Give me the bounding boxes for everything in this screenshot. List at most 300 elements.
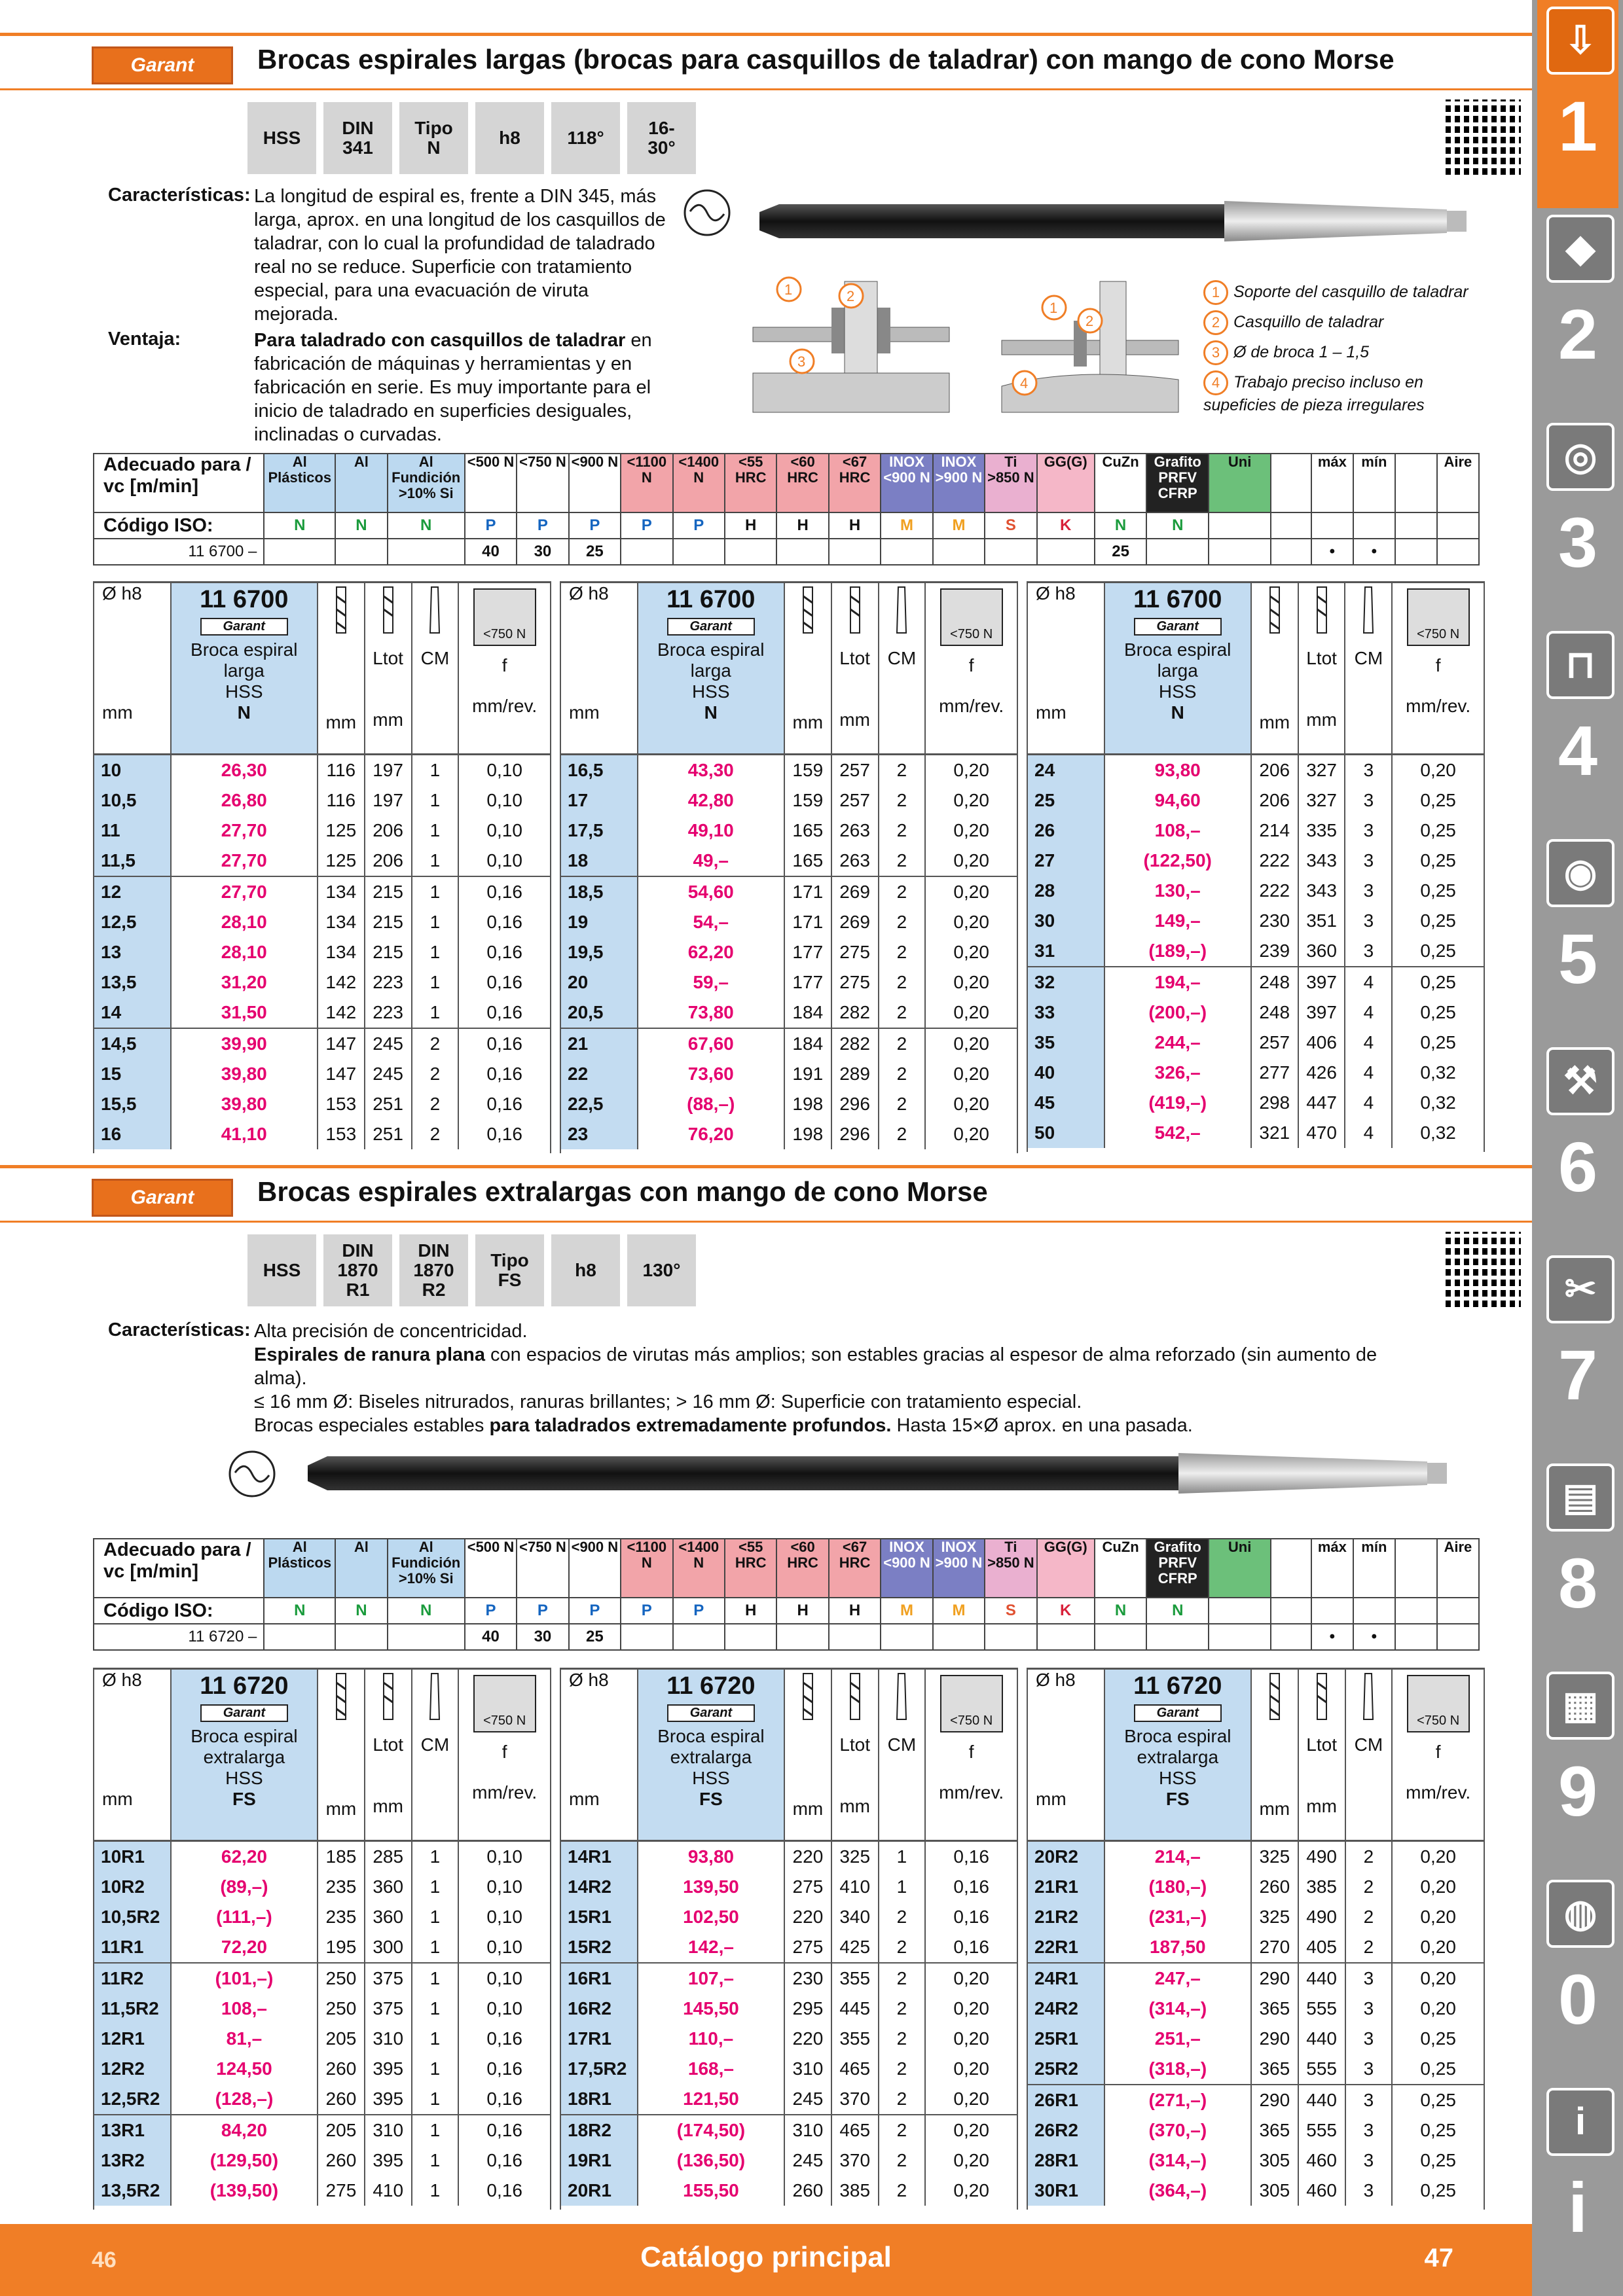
length-cell: 153 — [318, 1119, 365, 1149]
iso-code: P — [673, 512, 725, 539]
price-cell: 187,50 — [1104, 1932, 1251, 1963]
product-table — [93, 581, 551, 1153]
price-cell: (271,–) — [1104, 2085, 1251, 2115]
chapter-number: 4 — [1558, 711, 1598, 790]
total-length-cell: 410 — [831, 1872, 879, 1902]
cm-cell: 4 — [1345, 1118, 1392, 1148]
material-col-3: <500 N — [465, 454, 517, 512]
diameter-cell: 25R1 — [1027, 2024, 1104, 2054]
price-cell: 84,20 — [171, 2115, 318, 2145]
material-col-5: <900 N — [569, 1539, 621, 1598]
iso-code — [1395, 512, 1437, 539]
total-length-cell: 310 — [365, 2115, 412, 2145]
garant-badge: Garant — [667, 618, 755, 636]
cm-cell: 3 — [1345, 2024, 1393, 2054]
price-cell: (364,–) — [1104, 2176, 1251, 2206]
total-length-cell: 351 — [1298, 906, 1345, 936]
total-length-head: Ltot mm — [831, 1669, 879, 1841]
iso-code — [1311, 512, 1353, 539]
length-cell: 198 — [784, 1089, 831, 1119]
article-head: 11 6700 Garant Broca espiral larga HSS N — [1104, 583, 1251, 755]
cm-cell: 4 — [1345, 1028, 1392, 1058]
total-length-cell: 395 — [365, 2084, 412, 2115]
price-cell: 49,10 — [638, 816, 784, 846]
char-text: La longitud de espiral es, frente a DIN 345, más larga, aprox. en una longitud de los casquillos de taladrar, con lo cual la profundidad de taladrado real no se reduce. Superficie con tratamiento especial, para una evacuación de viruta mejorada. — [254, 186, 666, 325]
code-val — [335, 539, 387, 565]
chapter-number: 5 — [1558, 919, 1598, 998]
total-length-cell: 282 — [831, 1028, 879, 1059]
material-col-12: INOX >900 N — [933, 454, 985, 512]
chapter-tab-9[interactable] — [1537, 1665, 1618, 1873]
cm-cell: 3 — [1345, 2054, 1393, 2085]
material-col-4: <750 N — [517, 454, 568, 512]
table-row — [94, 1841, 551, 1873]
cm-cell: 2 — [1345, 1841, 1393, 1873]
garant-badge: Garant — [200, 618, 288, 636]
morse-taper-icon — [1345, 583, 1391, 640]
total-length-cell: 555 — [1298, 1994, 1345, 2024]
length-cell: 220 — [784, 2024, 831, 2054]
iso-label: Código ISO: — [94, 1598, 264, 1624]
chapter-tab-1[interactable] — [1537, 0, 1618, 208]
chapter-tab-4[interactable] — [1537, 624, 1618, 833]
table-row — [560, 1932, 1017, 1963]
material-col-20: mín — [1353, 454, 1395, 512]
table-row — [1027, 816, 1484, 846]
table-row — [1027, 1058, 1484, 1088]
table-row — [94, 907, 551, 937]
iso-code — [1271, 512, 1311, 539]
table-row — [1027, 2054, 1484, 2085]
chapter-icon: ◍ — [1546, 1880, 1614, 1948]
total-length-cell: 395 — [365, 2145, 412, 2176]
cm-cell: 1 — [412, 2054, 459, 2084]
material-col-4: <750 N — [517, 1539, 568, 1598]
table-row — [560, 1119, 1017, 1149]
total-length-cell: 360 — [365, 1902, 412, 1932]
total-length-cell: 325 — [831, 1841, 879, 1873]
total-length-cell: 440 — [1298, 1963, 1345, 1994]
chapter-tabs — [1532, 0, 1623, 2296]
table-row — [94, 937, 551, 967]
code-val — [985, 1624, 1036, 1650]
product-table — [560, 1668, 1018, 2210]
iso-code: H — [776, 512, 828, 539]
cm-cell: 3 — [1345, 936, 1392, 967]
iso-code — [1437, 512, 1479, 539]
total-length-cell: 343 — [1298, 876, 1345, 906]
length-cell: 153 — [318, 1089, 365, 1119]
chapter-number: 7 — [1558, 1335, 1598, 1414]
total-length-cell: 296 — [831, 1089, 879, 1119]
length-head: mm — [318, 1669, 365, 1841]
table-row — [1027, 785, 1484, 816]
chapter-tab-7[interactable] — [1537, 1249, 1618, 1457]
char-text-2: Alta precisión de concentricidad. Espirales de ranura plana con espacios de virutas más amplios; son estables gracias al espesor de alma reforzado (sin aumento de alma). ≤ 16 mm Ø: Biseles nitrurados, ranuras brillantes; > 16 mm Ø: Superficie con tratamiento especial. Brocas especiales estables para taladrados extremadamente profundos. Hasta 15×Ø aprox. en una pasada. — [254, 1321, 1377, 1436]
code-val — [335, 1624, 387, 1650]
length-cell: 239 — [1251, 936, 1298, 967]
iso-code: P — [569, 1598, 621, 1624]
badge-1: DIN 341 — [323, 102, 392, 174]
length-cell: 220 — [784, 1841, 831, 1873]
length-cell: 325 — [1251, 1902, 1298, 1932]
diameter-cell: 10,5 — [94, 785, 171, 816]
code-val — [1395, 539, 1437, 565]
feed-cell: 0,16 — [458, 1089, 551, 1119]
cm-cell: 1 — [412, 2145, 459, 2176]
morse-taper-icon — [1346, 1670, 1392, 1727]
total-length-cell: 289 — [831, 1059, 879, 1089]
cm-cell: 1 — [879, 1841, 926, 1873]
length-cell: 191 — [784, 1059, 831, 1089]
diameter-cell: 12,5 — [94, 907, 171, 937]
section2-header — [0, 1165, 1532, 1223]
code-val — [776, 539, 828, 565]
diameter-cell: 16R1 — [560, 1963, 638, 1994]
feed-cell: 0,10 — [458, 785, 551, 816]
total-length-cell: 282 — [831, 997, 879, 1028]
material-col-7: <1400 N — [673, 1539, 725, 1598]
feed-cell: 0,16 — [925, 1841, 1017, 1873]
length-cell: 290 — [1251, 2024, 1298, 2054]
table-row — [1027, 846, 1484, 876]
feed-cell: 0,25 — [1392, 2176, 1484, 2206]
feed-cell: 0,16 — [458, 1059, 551, 1089]
cm-cell: 3 — [1345, 2176, 1393, 2206]
feed-head: <750 N f mm/rev. — [458, 1669, 551, 1841]
chapter-icon: ▤ — [1546, 1463, 1614, 1532]
table-row — [1027, 876, 1484, 906]
feed-cell: 0,25 — [1392, 846, 1484, 876]
table-row — [560, 1902, 1017, 1932]
svg-text:2: 2 — [1085, 313, 1094, 329]
article-head: 11 6700 Garant Broca espiral larga HSS N — [638, 583, 784, 755]
material-col-13: Ti >850 N — [985, 1539, 1036, 1598]
price-cell: 73,60 — [638, 1059, 784, 1089]
table-row — [94, 997, 551, 1028]
iso-code: H — [725, 512, 776, 539]
price-cell: 251,– — [1104, 2024, 1251, 2054]
iso-code: M — [881, 512, 932, 539]
table-row — [1027, 1118, 1484, 1148]
cm-cell: 2 — [879, 1089, 926, 1119]
code-val — [725, 1624, 776, 1650]
feed-cell: 0,20 — [1392, 1994, 1484, 2024]
price-cell: 28,10 — [171, 937, 318, 967]
diameter-cell: 10R2 — [94, 1872, 171, 1902]
code-val — [1037, 539, 1095, 565]
iso-code — [1353, 512, 1395, 539]
diameter-cell: 10R1 — [94, 1841, 171, 1873]
total-length-cell: 245 — [365, 1028, 412, 1059]
diameter-cell: 16,5 — [560, 755, 638, 786]
code-val — [1209, 1624, 1271, 1650]
code-val: • — [1311, 1624, 1353, 1650]
iso-code — [1395, 1598, 1437, 1624]
feed-cell: 0,20 — [925, 2054, 1017, 2084]
table-row — [560, 2115, 1017, 2145]
iso-code: S — [985, 1598, 1036, 1624]
diameter-cell: 30R1 — [1027, 2176, 1104, 2206]
diameter-cell: 18R1 — [560, 2084, 638, 2115]
diameter-cell: 40 — [1027, 1058, 1104, 1088]
cm-cell: 3 — [1345, 2085, 1393, 2115]
iso-code: N — [264, 1598, 335, 1624]
diameter-cell: 17,5 — [560, 816, 638, 846]
dia-head: Ø h8 mm — [94, 583, 171, 755]
material-col-10: <67 HRC — [829, 1539, 881, 1598]
feed-cell: 0,25 — [1392, 936, 1484, 967]
code-row-label: 11 6720 – — [94, 1624, 264, 1650]
total-length-head: Ltot mm — [365, 583, 412, 755]
table-row — [560, 755, 1017, 786]
chapter-icon: ⇩ — [1546, 7, 1614, 75]
total-length-cell: 263 — [831, 816, 879, 846]
total-length-cell: 355 — [831, 1963, 879, 1994]
feed-cell: 0,25 — [1392, 816, 1484, 846]
table-row — [1027, 2115, 1484, 2145]
legend-number: 3 — [1203, 340, 1228, 365]
total-length-cell: 275 — [831, 937, 879, 967]
feed-cell: 0,32 — [1392, 1088, 1484, 1118]
table-row — [560, 876, 1017, 907]
cm-cell: 1 — [412, 876, 459, 907]
diameter-cell: 11 — [94, 816, 171, 846]
table-row — [1027, 1994, 1484, 2024]
table-row — [94, 1902, 551, 1932]
feed-cell: 0,10 — [458, 1872, 551, 1902]
diameter-cell: 31 — [1027, 936, 1104, 967]
diameter-cell: 24 — [1027, 755, 1104, 786]
feed-cell: 0,20 — [925, 2115, 1017, 2145]
price-cell: 41,10 — [171, 1119, 318, 1149]
cm-cell: 1 — [412, 2176, 459, 2206]
length-cell: 295 — [784, 1994, 831, 2024]
chapter-number: 3 — [1558, 503, 1598, 582]
table-row — [1027, 1028, 1484, 1058]
footer-title: Catálogo principal — [640, 2241, 892, 2273]
table-row — [560, 1028, 1017, 1059]
table-row — [1027, 997, 1484, 1028]
cm-cell: 3 — [1345, 906, 1392, 936]
table-row — [94, 1119, 551, 1149]
code-val — [829, 1624, 881, 1650]
diameter-cell: 15,5 — [94, 1089, 171, 1119]
cm-cell: 2 — [879, 937, 926, 967]
cm-cell: 2 — [879, 967, 926, 997]
price-cell: 73,80 — [638, 997, 784, 1028]
table-row — [560, 2024, 1017, 2054]
length-cell: 165 — [784, 816, 831, 846]
feed-cell: 0,20 — [1392, 1872, 1484, 1902]
drill-total-icon — [832, 1670, 878, 1727]
chapter-tab-i[interactable] — [1537, 2081, 1618, 2289]
code-val — [1146, 1624, 1209, 1650]
drill-length-icon — [318, 583, 364, 640]
length-cell: 365 — [1251, 2054, 1298, 2085]
table-row — [1027, 1963, 1484, 1994]
diameter-cell: 25R2 — [1027, 2054, 1104, 2085]
table-row — [94, 876, 551, 907]
chapter-tab-0[interactable] — [1537, 1873, 1618, 2081]
iso-code: P — [621, 512, 672, 539]
cm-cell: 4 — [1345, 997, 1392, 1028]
cm-cell: 2 — [1345, 1932, 1393, 1963]
garant-logo: Garant — [92, 46, 233, 84]
total-length-cell: 215 — [365, 937, 412, 967]
price-cell: 142,– — [638, 1932, 784, 1963]
length-cell: 260 — [318, 2054, 365, 2084]
diameter-cell: 28 — [1027, 876, 1104, 906]
footer — [0, 2224, 1532, 2296]
badge-3: h8 — [475, 102, 544, 174]
cm-cell: 2 — [879, 907, 926, 937]
code-val: • — [1311, 539, 1353, 565]
feed-cell: 0,20 — [925, 846, 1017, 876]
suitable-label: Adecuado para / vc [m/min] — [94, 1539, 264, 1598]
material-col-5: <900 N — [569, 454, 621, 512]
diameter-cell: 13 — [94, 937, 171, 967]
chapter-tab-5[interactable] — [1537, 833, 1618, 1041]
total-length-cell: 460 — [1298, 2176, 1345, 2206]
cm-cell: 4 — [1345, 967, 1392, 997]
cm-head: CM — [879, 1669, 926, 1841]
table-row — [560, 1994, 1017, 2024]
price-cell: (200,–) — [1104, 997, 1251, 1028]
qr-code-icon[interactable] — [1446, 99, 1521, 175]
length-cell: 205 — [318, 2115, 365, 2145]
length-cell: 305 — [1251, 2176, 1298, 2206]
code-row-label: 11 6700 – — [94, 539, 264, 565]
feed-head: <750 N f mm/rev. — [458, 583, 551, 755]
total-length-cell: 385 — [831, 2176, 879, 2206]
price-cell: (129,50) — [171, 2145, 318, 2176]
code-val: 30 — [517, 539, 568, 565]
price-cell: 110,– — [638, 2024, 784, 2054]
adv-text: Para taladrado con casquillos de taladrar en fabricación de máquinas y herramientas y en fabricación en serie. Es muy importante para el inicio de taladrado en superficies desiguales, inclinadas o curvadas. — [254, 330, 652, 445]
length-cell: 260 — [1251, 1872, 1298, 1902]
diameter-cell: 32 — [1027, 967, 1104, 997]
diameter-cell: 17,5R2 — [560, 2054, 638, 2084]
length-cell: 220 — [784, 1902, 831, 1932]
material-col-13: Ti >850 N — [985, 454, 1036, 512]
legend-number: 2 — [1203, 310, 1228, 335]
article-head: 11 6720 Garant Broca espiral extralarga HSS FS — [638, 1669, 784, 1841]
chapter-tab-2[interactable] — [1537, 208, 1618, 416]
diameter-cell: 26 — [1027, 816, 1104, 846]
chapter-tab-3[interactable] — [1537, 416, 1618, 624]
cm-cell: 2 — [879, 1028, 926, 1059]
drill-cross-section-icon-2 — [226, 1448, 278, 1500]
cm-cell: 3 — [1345, 785, 1392, 816]
badge-5: 16- 30° — [627, 102, 696, 174]
chapter-icon: ▦ — [1546, 1672, 1614, 1740]
price-cell: 214,– — [1104, 1841, 1251, 1873]
iso-code: N — [1146, 512, 1209, 539]
total-length-cell: 445 — [831, 1994, 879, 2024]
cm-cell: 2 — [412, 1059, 459, 1089]
code-val: 40 — [465, 1624, 517, 1650]
code-val — [388, 1624, 465, 1650]
table-row — [94, 2054, 551, 2084]
length-cell: 248 — [1251, 997, 1298, 1028]
total-length-cell: 206 — [365, 816, 412, 846]
feed-cell: 0,20 — [925, 907, 1017, 937]
qr-code-icon-2[interactable] — [1446, 1232, 1521, 1307]
total-length-cell: 375 — [365, 1994, 412, 2024]
feed-cell: 0,25 — [1392, 2024, 1484, 2054]
adv-label: Ventaja: — [108, 329, 181, 350]
chapter-tab-6[interactable] — [1537, 1041, 1618, 1249]
diameter-cell: 27 — [1027, 846, 1104, 876]
material-col-17: Uni — [1209, 1539, 1271, 1598]
price-cell: 31,50 — [171, 997, 318, 1028]
cm-cell: 4 — [1345, 1088, 1392, 1118]
cm-cell: 1 — [412, 755, 459, 786]
total-length-cell: 355 — [831, 2024, 879, 2054]
feed-cell: 0,20 — [925, 2024, 1017, 2054]
material-col-8: <55 HRC — [725, 1539, 776, 1598]
feed-cell: 0,16 — [925, 1872, 1017, 1902]
table-row — [560, 1841, 1017, 1873]
iso-code: N — [388, 1598, 465, 1624]
diameter-cell: 28R1 — [1027, 2145, 1104, 2176]
price-cell: 62,20 — [638, 937, 784, 967]
table-row — [94, 2115, 551, 2145]
table-row — [1027, 2145, 1484, 2176]
chapter-tab-8[interactable] — [1537, 1457, 1618, 1665]
drill-cross-section-icon — [681, 187, 733, 239]
diameter-cell: 10,5R2 — [94, 1902, 171, 1932]
iso-code: N — [388, 512, 465, 539]
code-val — [933, 1624, 985, 1650]
legend-number: 1 — [1203, 280, 1228, 305]
total-length-cell: 447 — [1298, 1088, 1345, 1118]
price-cell: 155,50 — [638, 2176, 784, 2206]
material-col-14: GG(G) — [1037, 454, 1095, 512]
feed-cell: 0,20 — [925, 2145, 1017, 2176]
price-cell: 49,– — [638, 846, 784, 876]
table-row — [1027, 2176, 1484, 2206]
feed-cell: 0,20 — [1392, 1841, 1484, 1873]
article-number: 11 6720 — [666, 1672, 756, 1700]
total-length-head: Ltot mm — [1298, 1669, 1345, 1841]
cm-cell: 2 — [412, 1089, 459, 1119]
iso-code: P — [673, 1598, 725, 1624]
feed-cell: 0,16 — [925, 1932, 1017, 1963]
material-col-21 — [1395, 1539, 1437, 1598]
iso-code: N — [264, 512, 335, 539]
badge-2: DIN 1870 R2 — [399, 1234, 468, 1306]
cm-cell: 1 — [412, 1963, 459, 1994]
badge-0: HSS — [247, 102, 316, 174]
total-length-cell: 269 — [831, 907, 879, 937]
diameter-cell: 24R1 — [1027, 1963, 1104, 1994]
cm-cell: 1 — [412, 785, 459, 816]
code-val: • — [1353, 539, 1395, 565]
cm-cell: 1 — [412, 1872, 459, 1902]
diameter-cell: 17 — [560, 785, 638, 816]
length-cell: 290 — [1251, 2085, 1298, 2115]
length-cell: 235 — [318, 1902, 365, 1932]
length-cell: 159 — [784, 755, 831, 786]
material-col-15: CuZn — [1095, 1539, 1146, 1598]
cm-cell: 2 — [879, 785, 926, 816]
feed-cell: 0,20 — [1392, 755, 1484, 786]
diameter-cell: 19R1 — [560, 2145, 638, 2176]
cm-cell: 2 — [879, 1059, 926, 1089]
drill-total-icon — [832, 583, 878, 640]
